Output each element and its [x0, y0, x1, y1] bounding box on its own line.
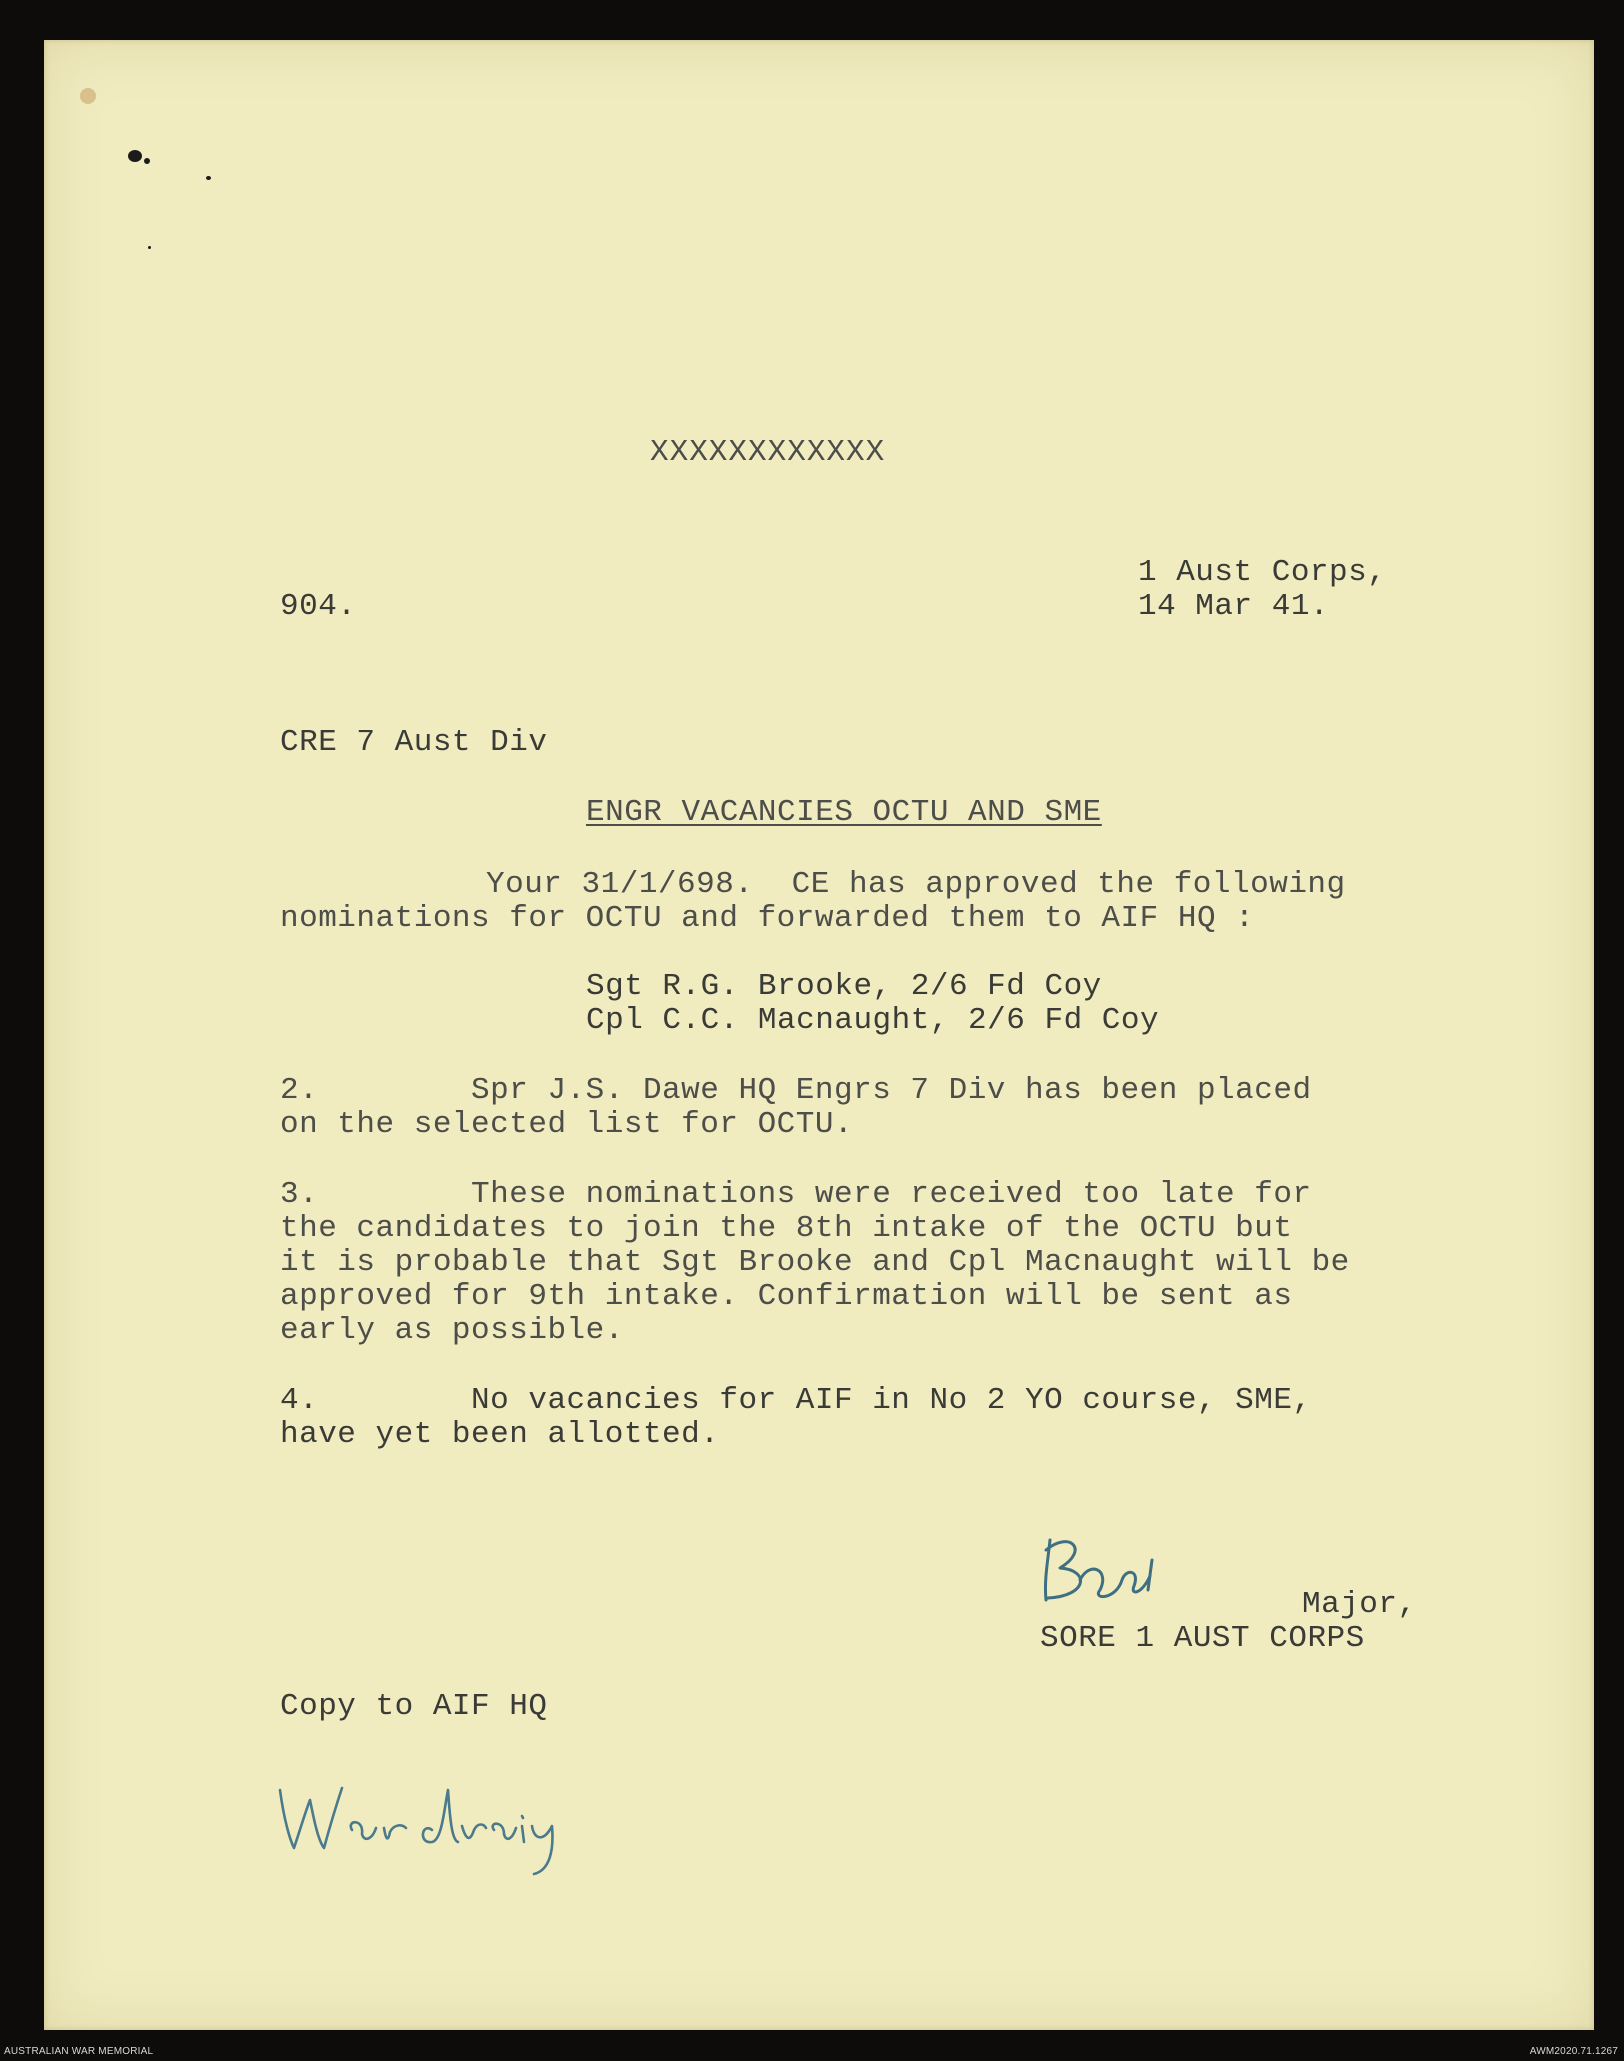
paragraph-4-line-1: 4. No vacancies for AIF in No 2 YO course, SME,: [280, 1383, 1312, 1418]
paragraph-2-line-2: on the selected list for OCTU.: [280, 1107, 854, 1142]
signature-title: SORE 1 AUST CORPS: [1040, 1621, 1365, 1656]
subject-heading: ENGR VACANCIES OCTU AND SME: [586, 795, 1102, 830]
date-line: 14 Mar 41.: [1138, 589, 1330, 624]
paragraph-3-line-5: early as possible.: [280, 1313, 624, 1348]
ink-spot: [128, 150, 142, 162]
origin-line: 1 Aust Corps,: [1138, 555, 1387, 590]
addressee: CRE 7 Aust Div: [280, 725, 548, 760]
signature-rank: Major,: [1302, 1587, 1417, 1622]
copy-to-line: Copy to AIF HQ: [280, 1689, 548, 1724]
paragraph-1-line-2: nominations for OCTU and forwarded them to AIF HQ :: [280, 901, 1255, 936]
footer-institution: AUSTRALIAN WAR MEMORIAL: [4, 2046, 154, 2057]
footer-accession-number: AWM2020.71.1267: [1529, 2046, 1618, 2057]
nominee-1: Sgt R.G. Brooke, 2/6 Fd Coy: [586, 969, 1102, 1004]
redaction-line: XXXXXXXXXXXX: [650, 435, 886, 470]
ink-spot: [144, 158, 150, 164]
handwritten-note-text: War diary: [272, 1770, 276, 1771]
paragraph-3-line-4: approved for 9th intake. Confirmation will be sent as: [280, 1279, 1293, 1314]
stain-spot: [80, 88, 96, 104]
paragraph-3-line-3: it is probable that Sgt Brooke and Cpl Macnaught will be: [280, 1245, 1350, 1280]
ink-spot: [148, 246, 151, 249]
paragraph-2-line-1: 2. Spr J.S. Dawe HQ Engrs 7 Div has been placed: [280, 1073, 1312, 1108]
handwritten-note-war-diary: [272, 1770, 572, 1880]
paragraph-1-line-1: Your 31/1/698. CE has approved the following: [486, 867, 1346, 902]
paragraph-3-line-1: 3. These nominations were received too late for: [280, 1177, 1312, 1212]
paragraph-4-line-2: have yet been allotted.: [280, 1417, 720, 1452]
ink-spot: [206, 176, 211, 180]
nominee-2: Cpl C.C. Macnaught, 2/6 Fd Coy: [586, 1003, 1160, 1038]
reference-number: 904.: [280, 589, 357, 624]
signature-scribble: [1030, 1520, 1170, 1620]
paragraph-3-line-2: the candidates to join the 8th intake of the OCTU but: [280, 1211, 1293, 1246]
